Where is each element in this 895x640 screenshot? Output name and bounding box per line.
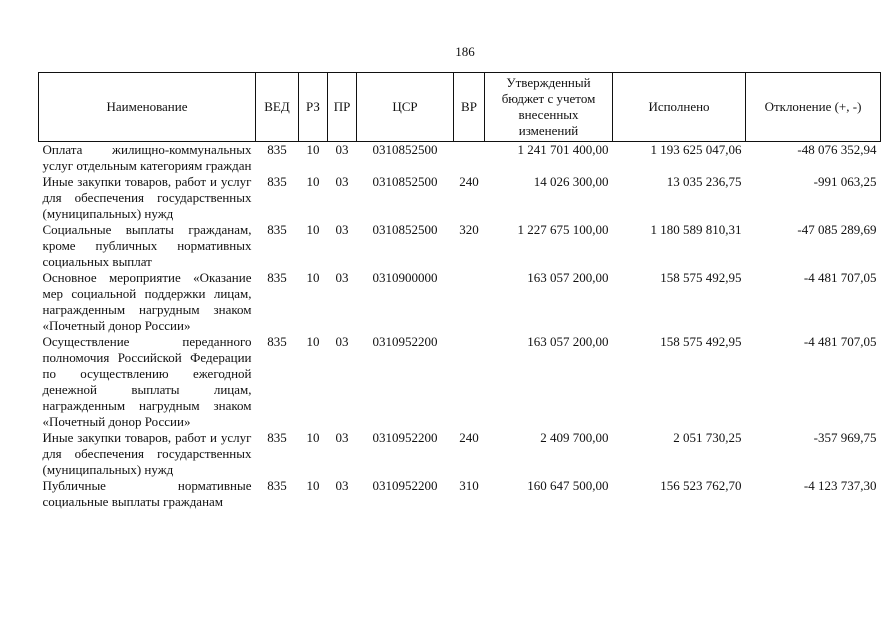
row-executed: 2 051 730,25 [673, 430, 742, 445]
row-ved: 835 [267, 270, 287, 285]
row-pr: 03 [335, 174, 349, 189]
row-deviation: -48 076 352,94 [797, 142, 877, 157]
row-approved: 1 227 675 100,00 [517, 222, 609, 237]
row-approved: 160 647 500,00 [527, 478, 609, 493]
row-csr: 0310900000 [372, 270, 438, 285]
row-rz: 10 [306, 142, 320, 157]
row-pr: 03 [335, 478, 349, 493]
row-executed: 156 523 762,70 [660, 478, 742, 493]
row-pr: 03 [335, 222, 349, 237]
row-name: Иные закупки товаров, работ и услуг для обеспечения государственных (муниципальных) нужд [42, 430, 252, 477]
row-name: Иные закупки товаров, работ и услуг для обеспечения государственных (муниципальных) нужд [42, 174, 252, 221]
row-deviation: -4 123 737,30 [803, 478, 877, 493]
table-header-row [39, 73, 881, 142]
table-row [39, 174, 881, 222]
row-executed: 13 035 236,75 [666, 174, 742, 189]
table-row [39, 334, 881, 430]
header-executed: Исполнено [613, 73, 746, 142]
table-row [39, 430, 881, 478]
row-deviation: -357 969,75 [813, 430, 877, 445]
row-deviation: -991 063,25 [813, 174, 877, 189]
row-vr [454, 142, 485, 175]
header-csr: ЦСР [357, 73, 454, 142]
row-vr [454, 270, 485, 334]
row-csr: 0310952200 [372, 430, 438, 445]
row-ved: 835 [267, 222, 287, 237]
header-name: Наименование [39, 73, 256, 142]
row-approved: 1 241 701 400,00 [517, 142, 609, 157]
row-csr: 0310952200 [372, 478, 438, 493]
row-approved: 163 057 200,00 [527, 334, 609, 349]
row-rz: 10 [306, 430, 320, 445]
row-executed: 158 575 492,95 [660, 334, 742, 349]
row-executed: 1 180 589 810,31 [650, 222, 742, 237]
row-rz: 10 [306, 222, 320, 237]
row-deviation: -4 481 707,05 [803, 270, 877, 285]
page-number: 186 [455, 44, 475, 59]
row-deviation: -4 481 707,05 [803, 334, 877, 349]
table-row [39, 222, 881, 270]
table-row [39, 270, 881, 334]
row-csr: 0310852500 [372, 222, 438, 237]
header-ved: ВЕД [256, 73, 299, 142]
row-vr [454, 334, 485, 430]
row-rz: 10 [306, 334, 320, 349]
row-vr: 310 [459, 478, 479, 493]
row-name: Основное мероприятие «Оказание мер социальной поддержки лицам, награжденным нагрудным знаком «Почетный донор России» [42, 270, 252, 333]
row-pr: 03 [335, 270, 349, 285]
header-pr: ПР [328, 73, 357, 142]
row-approved: 14 026 300,00 [533, 174, 609, 189]
row-ved: 835 [267, 334, 287, 349]
row-ved: 835 [267, 430, 287, 445]
row-ved: 835 [267, 174, 287, 189]
row-ved: 835 [267, 142, 287, 157]
row-vr: 240 [459, 174, 479, 189]
row-pr: 03 [335, 334, 349, 349]
row-name: Осуществление переданного полномочия Российской Федерации по осуществлению ежегодной денежной выплаты лицам, награжденным нагрудным знаком «Почетный донор России» [42, 334, 252, 429]
row-ved: 835 [267, 478, 287, 493]
budget-table [38, 72, 881, 510]
row-rz: 10 [306, 270, 320, 285]
header-vr: ВР [454, 73, 485, 142]
header-deviation: Отклонение (+, -) [746, 73, 881, 142]
row-name: Оплата жилищно-коммунальных услуг отдельным категориям граждан [42, 142, 252, 173]
row-csr: 0310852500 [372, 142, 438, 157]
row-executed: 158 575 492,95 [660, 270, 742, 285]
header-rz: РЗ [299, 73, 328, 142]
row-pr: 03 [335, 430, 349, 445]
row-approved: 2 409 700,00 [540, 430, 609, 445]
row-rz: 10 [306, 174, 320, 189]
row-executed: 1 193 625 047,06 [650, 142, 742, 157]
row-vr: 320 [459, 222, 479, 237]
table-row [39, 478, 881, 510]
table-row [39, 142, 881, 175]
row-approved: 163 057 200,00 [527, 270, 609, 285]
row-name: Публичные нормативные социальные выплаты гражданам [42, 478, 252, 509]
row-deviation: -47 085 289,69 [797, 222, 877, 237]
header-approved: Утвержденный бюджет с учетом внесенных изменений [485, 73, 613, 142]
row-pr: 03 [335, 142, 349, 157]
row-vr: 240 [459, 430, 479, 445]
row-name: Социальные выплаты гражданам, кроме публичных нормативных социальных выплат [42, 222, 252, 269]
row-rz: 10 [306, 478, 320, 493]
row-csr: 0310952200 [372, 334, 438, 349]
row-csr: 0310852500 [372, 174, 438, 189]
